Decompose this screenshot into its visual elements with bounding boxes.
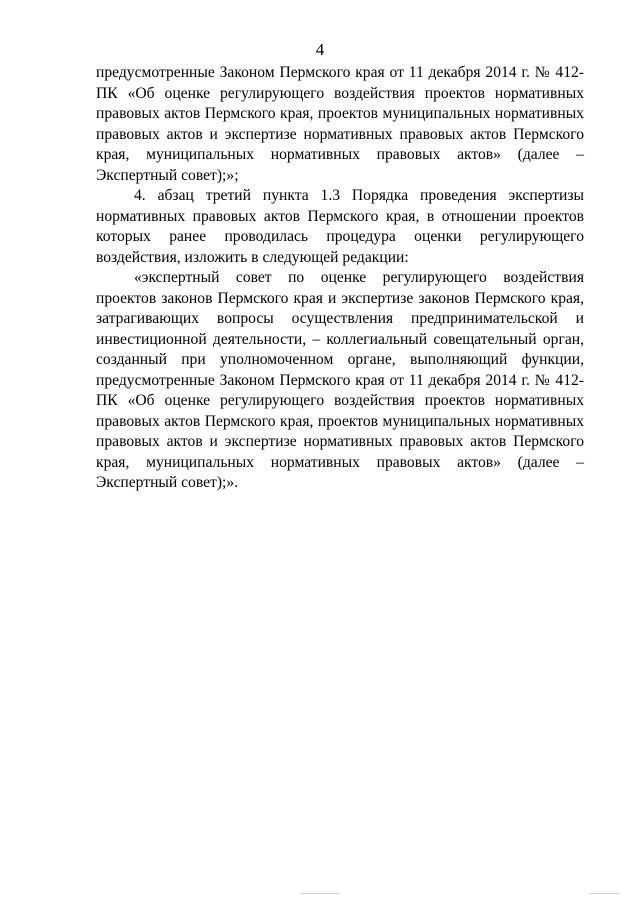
paragraph-quoted-definition: «экспертный совет по оценке регулирующего воздействия проектов законов Пермского края и экспертизе законов Пермского края, затрагивающих вопросы осуществления предпринимательской и инвестиционной деятельности, – коллегиальный совещательный орган, созданный при уполномоченном органе, выполняющий функции, предусмотренные Законом Пермского края от 11 декабря 2014 г. № 412-ПК «Об оценке регулирующего воздействия проектов нормативных правовых актов Пермского края, проектов муниципальных нормативных правовых актов и экспертизе нормативных правовых актов Пермского края, муниципальных нормативных правовых актов» (далее – Экспертный совет);».: [96, 269, 584, 491]
document-body: [96, 63, 584, 494]
page-number: 4: [315, 40, 325, 59]
scan-artifact-line: [590, 893, 620, 894]
scan-artifact-line: [300, 893, 340, 894]
paragraph-continuation: предусмотренные Законом Пермского края от 11 декабря 2014 г. № 412-ПК «Об оценке регулирующего воздействия проектов нормативных правовых актов Пермского края, проектов муниципальных нормативных правовых актов и экспертизе нормативных правовых актов Пермского края, муниципальных нормативных правовых актов» (далее – Экспертный совет);»;: [96, 64, 584, 184]
paragraph-item-4: 4. абзац третий пункта 1.3 Порядка проведения экспертизы нормативных правовых актов Пермского края, в отношении проектов которых ранее проводилась процедура оценки регулирующего воздействия, изложить в следующей редакции:: [96, 187, 584, 266]
